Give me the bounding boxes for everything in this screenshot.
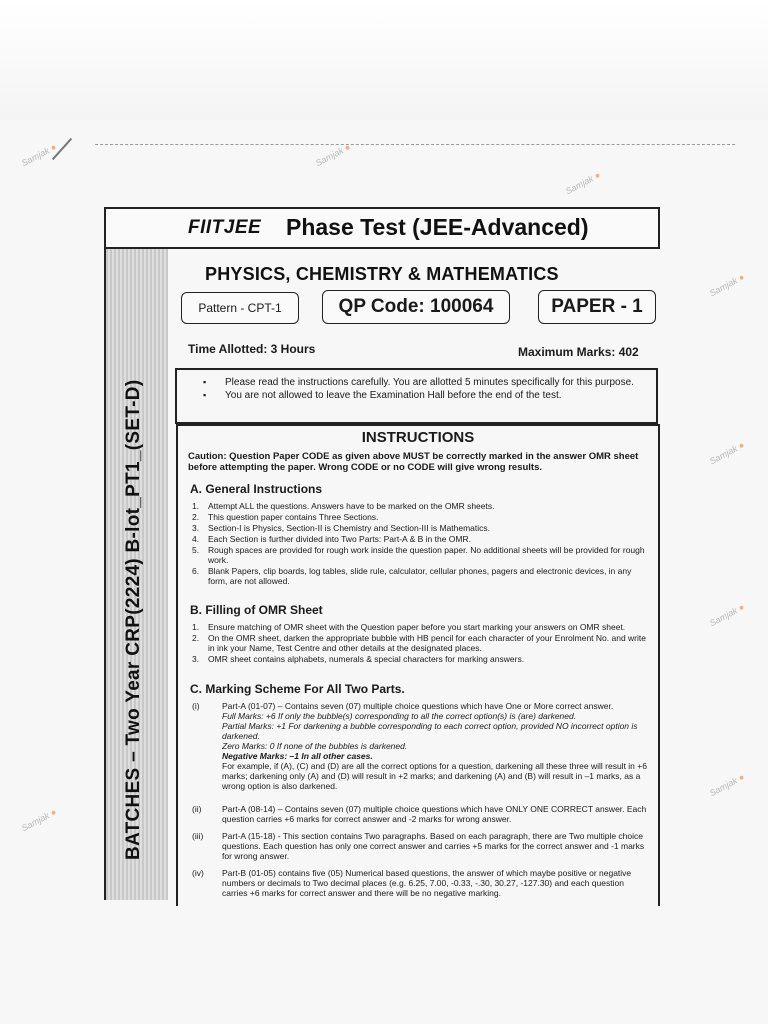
marking-scheme-heading: C. Marking Scheme For All Two Parts.: [190, 682, 405, 696]
marking-line: Zero Marks: 0 If none of the bubbles is darkened.: [222, 741, 408, 751]
page-background-top: [0, 0, 768, 120]
marking-item: (i) Part-A (01-07) – Contains seven (07) multiple choice questions which have One or More correct answer. Full Marks: +6 If only the bubble(s) corresponding to all the correct option(s) is (are) darkened. Partial Marks: +1 For darkening a bubble corresponding to each correct option, provided NO incorrect option is darkened. Zero Marks: 0 If none of the bubbles is darkened. Negative Marks: –1 In all other cases. For example, if (A), (C) and (D) are all the correct options for a question, darkening all these three will result in +6 marks; darkening only (A) and (D) will result in +2 marks; and darkening (A) and (B) will result in –1 marks, as a wrong option is also darkened.: [192, 701, 647, 791]
marking-item: (ii) Part-A (08-14) – Contains seven (07) multiple choice questions which have ONLY ONE CORRECT answer. Each question carries +6 marks for correct answer and -2 marks for wrong answer.: [192, 804, 647, 824]
instructions-title: INSTRUCTIONS: [361, 429, 475, 446]
marking-line: Part-A (08-14) – Contains seven (07) multiple choice questions which have ONLY ONE CORRECT answer. Each question carries +6 marks for correct answer and -2 marks for wrong answer.: [222, 804, 647, 824]
list-item: 1. Ensure matching of OMR sheet with the Question paper before you start marking your answers on OMR sheet.: [192, 622, 626, 632]
marking-line: Part-B (01-05) contains five (05) Numerical based questions, the answer of which maybe positive or negative numbers or decimals to Two decimal places (e.g. 6.25, 7.00, -0.33, -.30, 30.27, -127.30) and each question carries +6 marks for correct answer and there will be no negative marking.: [222, 868, 632, 898]
watermark: Samjak ●: [707, 271, 747, 299]
marking-item: (iii) Part-A (15-18) - This section contains Two paragraphs. Based on each paragraph, there are Two multiple choice questions. Each question has only one correct answer and carries +5 marks for the correct answer and -1 marks for wrong answer.: [192, 831, 648, 861]
list-item: 3. OMR sheet contains alphabets, numerals & special characters for marking answers.: [192, 654, 525, 664]
instructions-box: [176, 424, 660, 906]
list-item: 6. Blank Papers, clip boards, log tables, slide rule, calculator, cellular phones, pagers and electronic devices, in any form, are not allowed.: [192, 566, 632, 586]
qp-code-box: QP Code: 100064: [322, 290, 510, 324]
list-item: 5. Rough spaces are provided for rough work inside the question paper. No additional sheets will be provided for rough work.: [192, 545, 645, 565]
notice-item: ▪ Please read the instructions carefully. You are allotted 5 minutes specifically for this purpose.: [225, 377, 656, 388]
marking-line: Negative Marks: –1 In all other cases.: [222, 751, 373, 761]
watermark: Samjak ●: [707, 771, 747, 799]
marking-item: (iv) Part-B (01-05) contains five (05) Numerical based questions, the answer of which maybe positive or negative numbers or decimals to Two decimal places (e.g. 6.25, 7.00, -0.33, -.30, 30.27, -127.30) and each question carries +6 marks for correct answer and there will be no negative marking.: [192, 868, 648, 898]
marking-line: Part-A (01-07) – Contains seven (07) multiple choice questions which have One or More correct answer.: [222, 701, 614, 711]
maximum-marks: Maximum Marks: 402: [518, 345, 639, 359]
marking-line: For example, if (A), (C) and (D) are all the correct options for a question, darkening all these three will result in +6 marks; darkening only (A) and (D) will result in +2 marks; and darkening (A) and (B) will result in –1 marks, as a wrong option is also darkened.: [222, 761, 647, 791]
notice-item: ▪ You are not allowed to leave the Examination Hall before the end of the test.: [225, 390, 656, 401]
batch-label: BATCHES – Two Year CRP(2224) B-lot_PT1_(SET-D): [123, 379, 144, 860]
list-item: 1. Attempt ALL the questions. Answers have to be marked on the OMR sheets.: [192, 501, 495, 511]
subjects-title: PHYSICS, CHEMISTRY & MATHEMATICS: [205, 264, 559, 284]
marking-line: Part-A (15-18) - This section contains Two paragraphs. Based on each paragraph, there are Two multiple choice questions. Each question has only one correct answer and carries +5 marks for the correct answer and -1 marks for wrong answer.: [222, 831, 645, 861]
watermark: Samjak ●: [19, 806, 59, 834]
divider-line: [95, 144, 735, 145]
omr-heading: B. Filling of OMR Sheet: [190, 603, 323, 617]
test-name: Phase Test (JEE-Advanced): [286, 214, 589, 240]
omr-list: [192, 622, 648, 665]
time-allotted: Time Allotted: 3 Hours: [188, 342, 316, 356]
pattern-box: Pattern - CPT-1: [181, 292, 299, 324]
watermark: Samjak ●: [707, 439, 747, 467]
header-box: [104, 207, 660, 249]
watermark: Samjak ●: [313, 141, 353, 169]
watermark: Samjak ●: [563, 169, 603, 197]
marking-line: Full Marks: +6 If only the bubble(s) corresponding to all the correct option(s) is (are) darkened.: [222, 711, 577, 721]
caution-text: Caution: Question Paper CODE as given above MUST be correctly marked in the answer OMR sheet before attempting the paper. Wrong CODE or no CODE will give wrong results.: [188, 451, 639, 473]
notice-box: [175, 368, 658, 424]
list-item: 4. Each Section is further divided into Two Parts: Part-A & B in the OMR.: [192, 534, 471, 544]
list-item: 2. This question paper contains Three Sections.: [192, 512, 379, 522]
watermark: Samjak ●: [707, 601, 747, 629]
general-instructions-heading: A. General Instructions: [190, 482, 323, 496]
paper-box: PAPER - 1: [538, 290, 656, 324]
list-item: 2. On the OMR sheet, darken the appropriate bubble with HB pencil for each character of your Enrolment No. and write in ink your Name, Test Centre and other details at the designated places.: [192, 633, 646, 653]
general-instructions-list: [192, 501, 648, 587]
list-item: 3. Section-I is Physics, Section-II is Chemistry and Section-III is Mathematics.: [192, 523, 491, 533]
watermark: Samjak ●: [19, 141, 59, 169]
marking-line: Partial Marks: +1 For darkening a bubble corresponding to each correct option, provided NO incorrect option is darkened.: [222, 721, 638, 741]
fiitjee-logo: FIITJEE: [188, 217, 262, 238]
